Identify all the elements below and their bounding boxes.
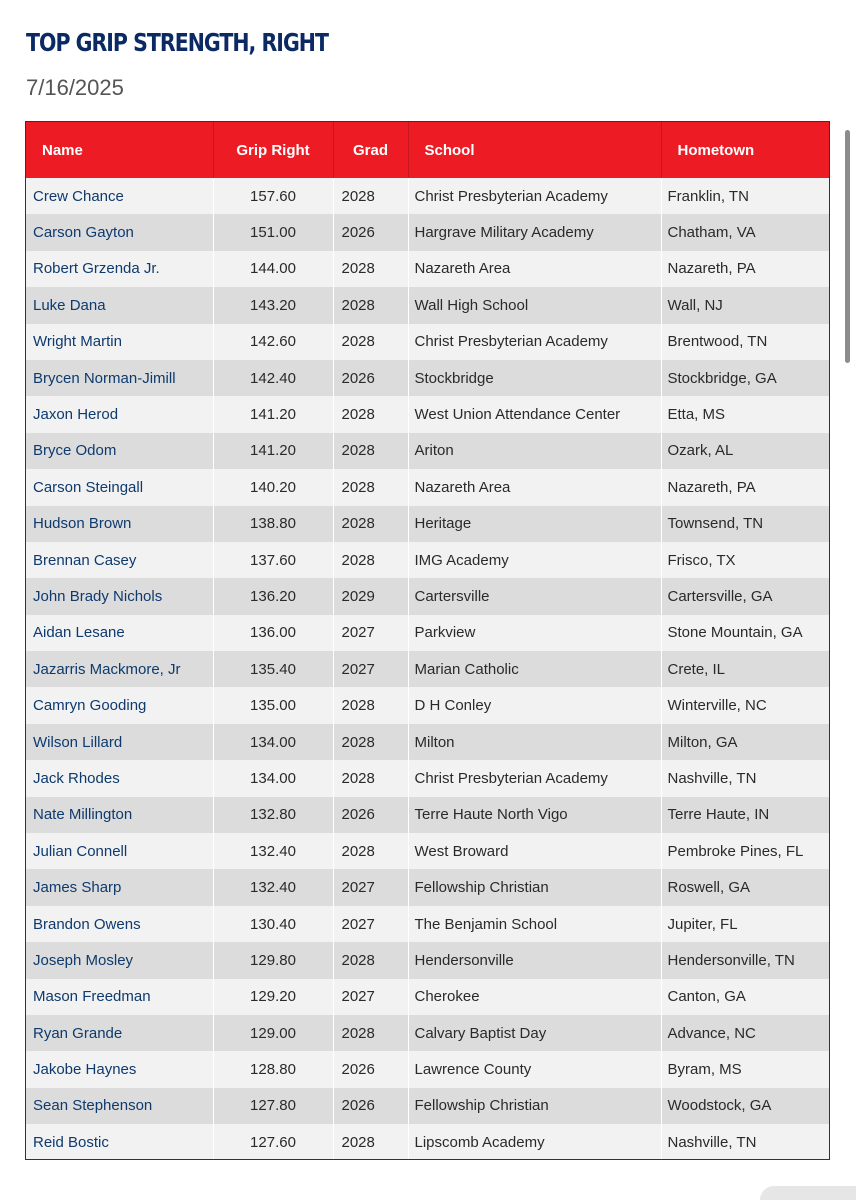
player-name-link[interactable]: Bryce Odom <box>26 433 213 469</box>
school-name: Fellowship Christian <box>408 869 661 905</box>
school-name: Stockbridge <box>408 360 661 396</box>
grip-right-value: 137.60 <box>213 542 333 578</box>
table-row <box>26 1051 829 1087</box>
hometown: Cartersville, GA <box>661 578 829 614</box>
hometown: Nashville, TN <box>661 760 829 796</box>
table-row <box>26 1088 829 1124</box>
grad-year: 2028 <box>333 396 408 432</box>
grad-year: 2028 <box>333 324 408 360</box>
table-row <box>26 687 829 723</box>
player-name-link[interactable]: Robert Grzenda Jr. <box>26 251 213 287</box>
column-header-grip-right[interactable]: Grip Right <box>213 122 333 178</box>
table-header-row <box>26 122 829 178</box>
player-name-link[interactable]: Jakobe Haynes <box>26 1051 213 1087</box>
player-name-link[interactable]: Sean Stephenson <box>26 1088 213 1124</box>
hometown: Nashville, TN <box>661 1124 829 1160</box>
player-name-link[interactable]: Hudson Brown <box>26 506 213 542</box>
grad-year: 2028 <box>333 1015 408 1051</box>
school-name: D H Conley <box>408 687 661 723</box>
school-name: Cartersville <box>408 578 661 614</box>
school-name: Marian Catholic <box>408 651 661 687</box>
table-row <box>26 542 829 578</box>
school-name: Heritage <box>408 506 661 542</box>
grad-year: 2026 <box>333 1088 408 1124</box>
table-row <box>26 797 829 833</box>
player-name-link[interactable]: Wilson Lillard <box>26 724 213 760</box>
table-row <box>26 396 829 432</box>
grad-year: 2028 <box>333 1124 408 1160</box>
table-row <box>26 942 829 978</box>
table-row <box>26 178 829 214</box>
hometown: Frisco, TX <box>661 542 829 578</box>
school-name: Milton <box>408 724 661 760</box>
hometown: Stone Mountain, GA <box>661 615 829 651</box>
school-name: Christ Presbyterian Academy <box>408 324 661 360</box>
player-name-link[interactable]: Nate Millington <box>26 797 213 833</box>
grip-right-value: 132.80 <box>213 797 333 833</box>
vertical-scrollbar[interactable] <box>845 130 850 363</box>
player-name-link[interactable]: Wright Martin <box>26 324 213 360</box>
grip-right-value: 129.80 <box>213 942 333 978</box>
hometown: Jupiter, FL <box>661 906 829 942</box>
grip-right-value: 157.60 <box>213 178 333 214</box>
hometown: Nazareth, PA <box>661 469 829 505</box>
hometown: Brentwood, TN <box>661 324 829 360</box>
school-name: Lawrence County <box>408 1051 661 1087</box>
column-header-school[interactable]: School <box>408 122 661 178</box>
hometown: Woodstock, GA <box>661 1088 829 1124</box>
corner-overlay <box>760 1186 856 1200</box>
hometown: Crete, IL <box>661 651 829 687</box>
school-name: Lipscomb Academy <box>408 1124 661 1160</box>
grip-right-value: 129.20 <box>213 979 333 1015</box>
school-name: Ariton <box>408 433 661 469</box>
grip-right-value: 142.60 <box>213 324 333 360</box>
grad-year: 2026 <box>333 797 408 833</box>
grip-right-value: 141.20 <box>213 396 333 432</box>
grip-right-value: 141.20 <box>213 433 333 469</box>
table-row <box>26 906 829 942</box>
hometown: Chatham, VA <box>661 214 829 250</box>
table-row <box>26 287 829 323</box>
school-name: Hendersonville <box>408 942 661 978</box>
player-name-link[interactable]: James Sharp <box>26 869 213 905</box>
column-header-grad[interactable]: Grad <box>333 122 408 178</box>
grad-year: 2028 <box>333 251 408 287</box>
grad-year: 2028 <box>333 760 408 796</box>
table-row <box>26 760 829 796</box>
grad-year: 2027 <box>333 869 408 905</box>
grip-right-value: 130.40 <box>213 906 333 942</box>
grad-year: 2028 <box>333 942 408 978</box>
hometown: Franklin, TN <box>661 178 829 214</box>
hometown: Wall, NJ <box>661 287 829 323</box>
table-row <box>26 651 829 687</box>
player-name-link[interactable]: Carson Steingall <box>26 469 213 505</box>
grad-year: 2028 <box>333 433 408 469</box>
grip-right-value: 132.40 <box>213 869 333 905</box>
grip-right-value: 138.80 <box>213 506 333 542</box>
table-row <box>26 324 829 360</box>
grip-right-value: 136.20 <box>213 578 333 614</box>
grip-right-value: 134.00 <box>213 760 333 796</box>
grad-year: 2026 <box>333 360 408 396</box>
school-name: The Benjamin School <box>408 906 661 942</box>
player-name-link[interactable]: Brennan Casey <box>26 542 213 578</box>
school-name: Nazareth Area <box>408 251 661 287</box>
table-row <box>26 214 829 250</box>
grad-year: 2027 <box>333 906 408 942</box>
player-name-link[interactable]: Camryn Gooding <box>26 687 213 723</box>
school-name: West Broward <box>408 833 661 869</box>
school-name: Wall High School <box>408 287 661 323</box>
school-name: Cherokee <box>408 979 661 1015</box>
hometown: Nazareth, PA <box>661 251 829 287</box>
player-name-link[interactable]: Jack Rhodes <box>26 760 213 796</box>
grad-year: 2026 <box>333 1051 408 1087</box>
table-row <box>26 251 829 287</box>
page-title: TOP GRIP STRENGTH, RIGHT <box>26 28 328 57</box>
grip-right-value: 128.80 <box>213 1051 333 1087</box>
player-name-link[interactable]: Brandon Owens <box>26 906 213 942</box>
grip-right-value: 127.80 <box>213 1088 333 1124</box>
hometown: Stockbridge, GA <box>661 360 829 396</box>
grad-year: 2029 <box>333 578 408 614</box>
grip-right-value: 140.20 <box>213 469 333 505</box>
grip-right-value: 144.00 <box>213 251 333 287</box>
school-name: Christ Presbyterian Academy <box>408 178 661 214</box>
school-name: West Union Attendance Center <box>408 396 661 432</box>
player-name-link[interactable]: Luke Dana <box>26 287 213 323</box>
grip-right-value: 135.00 <box>213 687 333 723</box>
grip-right-value: 136.00 <box>213 615 333 651</box>
hometown: Hendersonville, TN <box>661 942 829 978</box>
table-row <box>26 469 829 505</box>
grip-right-value: 143.20 <box>213 287 333 323</box>
column-header-hometown[interactable]: Hometown <box>661 122 829 178</box>
table-row <box>26 506 829 542</box>
player-name-link[interactable]: Carson Gayton <box>26 214 213 250</box>
results-table-container <box>25 121 830 1160</box>
grad-year: 2028 <box>333 542 408 578</box>
hometown: Etta, MS <box>661 396 829 432</box>
hometown: Terre Haute, IN <box>661 797 829 833</box>
column-header-name[interactable]: Name <box>26 122 213 178</box>
table-row <box>26 869 829 905</box>
grip-right-value: 142.40 <box>213 360 333 396</box>
school-name: Nazareth Area <box>408 469 661 505</box>
grad-year: 2028 <box>333 833 408 869</box>
grad-year: 2028 <box>333 178 408 214</box>
player-name-link[interactable]: John Brady Nichols <box>26 578 213 614</box>
grad-year: 2028 <box>333 287 408 323</box>
player-name-link[interactable]: Ryan Grande <box>26 1015 213 1051</box>
hometown: Ozark, AL <box>661 433 829 469</box>
grip-right-value: 129.00 <box>213 1015 333 1051</box>
grad-year: 2028 <box>333 506 408 542</box>
school-name: IMG Academy <box>408 542 661 578</box>
school-name: Terre Haute North Vigo <box>408 797 661 833</box>
player-name-link[interactable]: Crew Chance <box>26 178 213 214</box>
player-name-link[interactable]: Jaxon Herod <box>26 396 213 432</box>
page-date: 7/16/2025 <box>26 75 124 100</box>
table-row <box>26 724 829 760</box>
grip-right-value: 135.40 <box>213 651 333 687</box>
grad-year: 2027 <box>333 651 408 687</box>
grip-right-value: 127.60 <box>213 1124 333 1160</box>
table-row <box>26 615 829 651</box>
player-name-link[interactable]: Reid Bostic <box>26 1124 213 1160</box>
grip-right-value: 151.00 <box>213 214 333 250</box>
grad-year: 2028 <box>333 469 408 505</box>
school-name: Fellowship Christian <box>408 1088 661 1124</box>
grad-year: 2026 <box>333 214 408 250</box>
grad-year: 2028 <box>333 724 408 760</box>
school-name: Calvary Baptist Day <box>408 1015 661 1051</box>
table-row <box>26 979 829 1015</box>
table-row <box>26 833 829 869</box>
hometown: Milton, GA <box>661 724 829 760</box>
hometown: Winterville, NC <box>661 687 829 723</box>
grad-year: 2027 <box>333 979 408 1015</box>
player-name-link[interactable]: Jazarris Mackmore, Jr <box>26 651 213 687</box>
player-name-link[interactable]: Julian Connell <box>26 833 213 869</box>
hometown: Pembroke Pines, FL <box>661 833 829 869</box>
table-row <box>26 1124 829 1160</box>
grad-year: 2027 <box>333 615 408 651</box>
hometown: Townsend, TN <box>661 506 829 542</box>
school-name: Parkview <box>408 615 661 651</box>
table-body <box>26 178 829 1160</box>
player-name-link[interactable]: Mason Freedman <box>26 979 213 1015</box>
table-row <box>26 433 829 469</box>
school-name: Hargrave Military Academy <box>408 214 661 250</box>
hometown: Advance, NC <box>661 1015 829 1051</box>
hometown: Canton, GA <box>661 979 829 1015</box>
table-row <box>26 360 829 396</box>
grip-right-value: 132.40 <box>213 833 333 869</box>
table-row <box>26 578 829 614</box>
table-row <box>26 1015 829 1051</box>
grad-year: 2028 <box>333 687 408 723</box>
hometown: Byram, MS <box>661 1051 829 1087</box>
hometown: Roswell, GA <box>661 869 829 905</box>
player-name-link[interactable]: Aidan Lesane <box>26 615 213 651</box>
player-name-link[interactable]: Joseph Mosley <box>26 942 213 978</box>
results-table <box>26 122 829 1160</box>
school-name: Christ Presbyterian Academy <box>408 760 661 796</box>
player-name-link[interactable]: Brycen Norman-Jimill <box>26 360 213 396</box>
grip-right-value: 134.00 <box>213 724 333 760</box>
